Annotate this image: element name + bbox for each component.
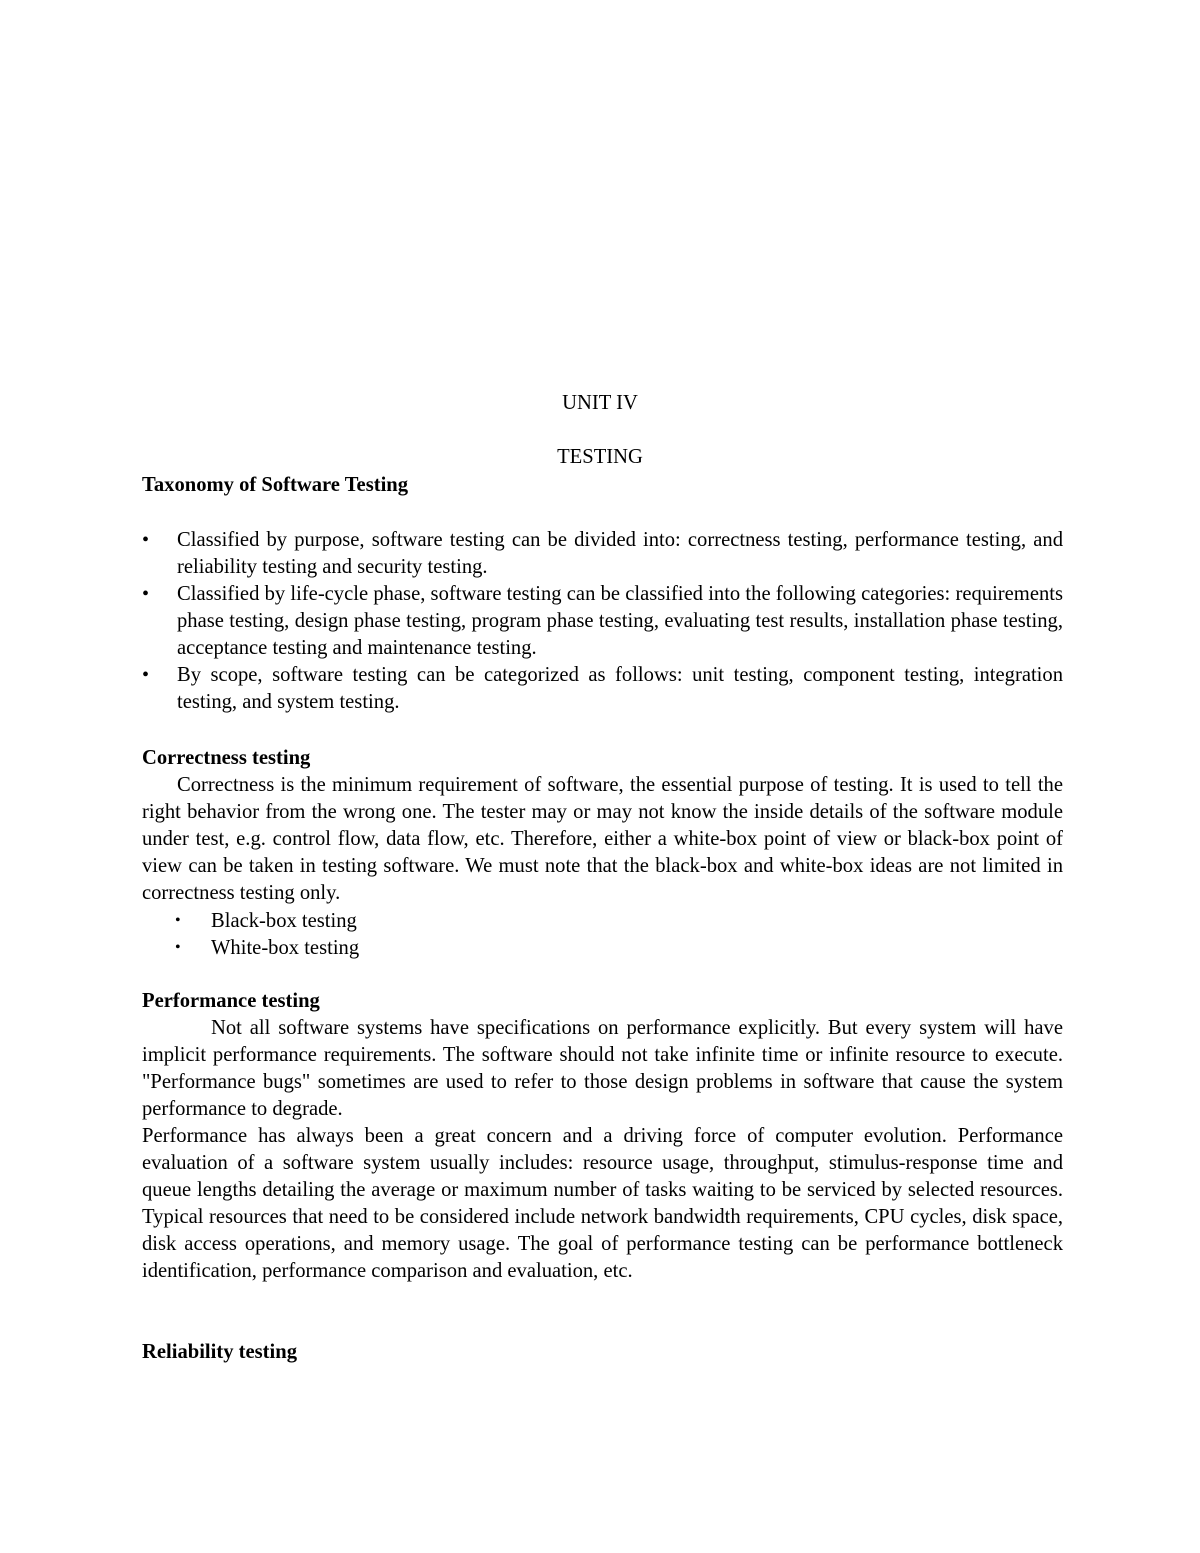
- reliability-heading: Reliability testing: [142, 1341, 298, 1363]
- list-item: [142, 935, 1042, 962]
- bullet-icon: •: [175, 912, 181, 929]
- list-item-text: By scope, software testing can be categorized as follows: unit testing, component testing, integration testing, and system testing.: [177, 664, 1063, 713]
- list-item: [142, 908, 1042, 935]
- performance-paragraph-2: Performance has always been a great concern and a driving force of computer evolution. Performance evaluation of a software system usually includes: resource usage, throughput, stimulus-response time and queue lengths detailing the average or maximum number of tasks waiting to be serviced by selected resources. Typical resources that need to be considered include network bandwidth requirements, CPU cycles, disk space, disk access operations, and memory usage. The goal of performance testing can be performance bottleneck identification, performance comparison and evaluation, etc.: [142, 1125, 1063, 1282]
- correctness-item-list: [142, 908, 1042, 962]
- taxonomy-bullet-list: [142, 527, 1063, 716]
- list-item: [142, 527, 1063, 581]
- bullet-icon: •: [142, 583, 150, 605]
- bullet-icon: •: [142, 664, 150, 686]
- performance-paragraph-1: Not all software systems have specifications on performance explicitly. But every system will have implicit performance requirements. The software should not take infinite time or infinite resource to execute. "Performance bugs" sometimes are used to refer to those design problems in software that cause the system performance to degrade.: [142, 1017, 1063, 1120]
- correctness-heading: Correctness testing: [142, 747, 311, 769]
- subject-title: TESTING: [557, 446, 643, 468]
- performance-heading: Performance testing: [142, 990, 320, 1012]
- list-item-text: White-box testing: [211, 937, 360, 959]
- correctness-paragraph: Correctness is the minimum requirement of software, the essential purpose of testing. It is used to tell the right behavior from the wrong one. The tester may or may not know the inside details of the software module under test, e.g. control flow, data flow, etc. Therefore, either a white-box point of view or black-box point of view can be taken in testing software. We must note that the black-box and white-box ideas are not limited in correctness testing only.: [142, 774, 1063, 904]
- taxonomy-heading: Taxonomy of Software Testing: [142, 474, 409, 496]
- list-item: [142, 662, 1063, 716]
- list-item: [142, 581, 1063, 662]
- list-item-text: Black-box testing: [211, 910, 357, 932]
- bullet-icon: •: [142, 529, 150, 551]
- list-item-text: Classified by purpose, software testing can be divided into: correctness testing, performance testing, and reliability testing and security testing.: [177, 529, 1063, 578]
- unit-title: UNIT IV: [562, 392, 638, 414]
- bullet-icon: •: [175, 939, 181, 956]
- list-item-text: Classified by life-cycle phase, software testing can be classified into the following categories: requirements phase testing, design phase testing, program phase testing, evaluating test results, installation phase testing, acceptance testing and maintenance testing.: [177, 583, 1063, 659]
